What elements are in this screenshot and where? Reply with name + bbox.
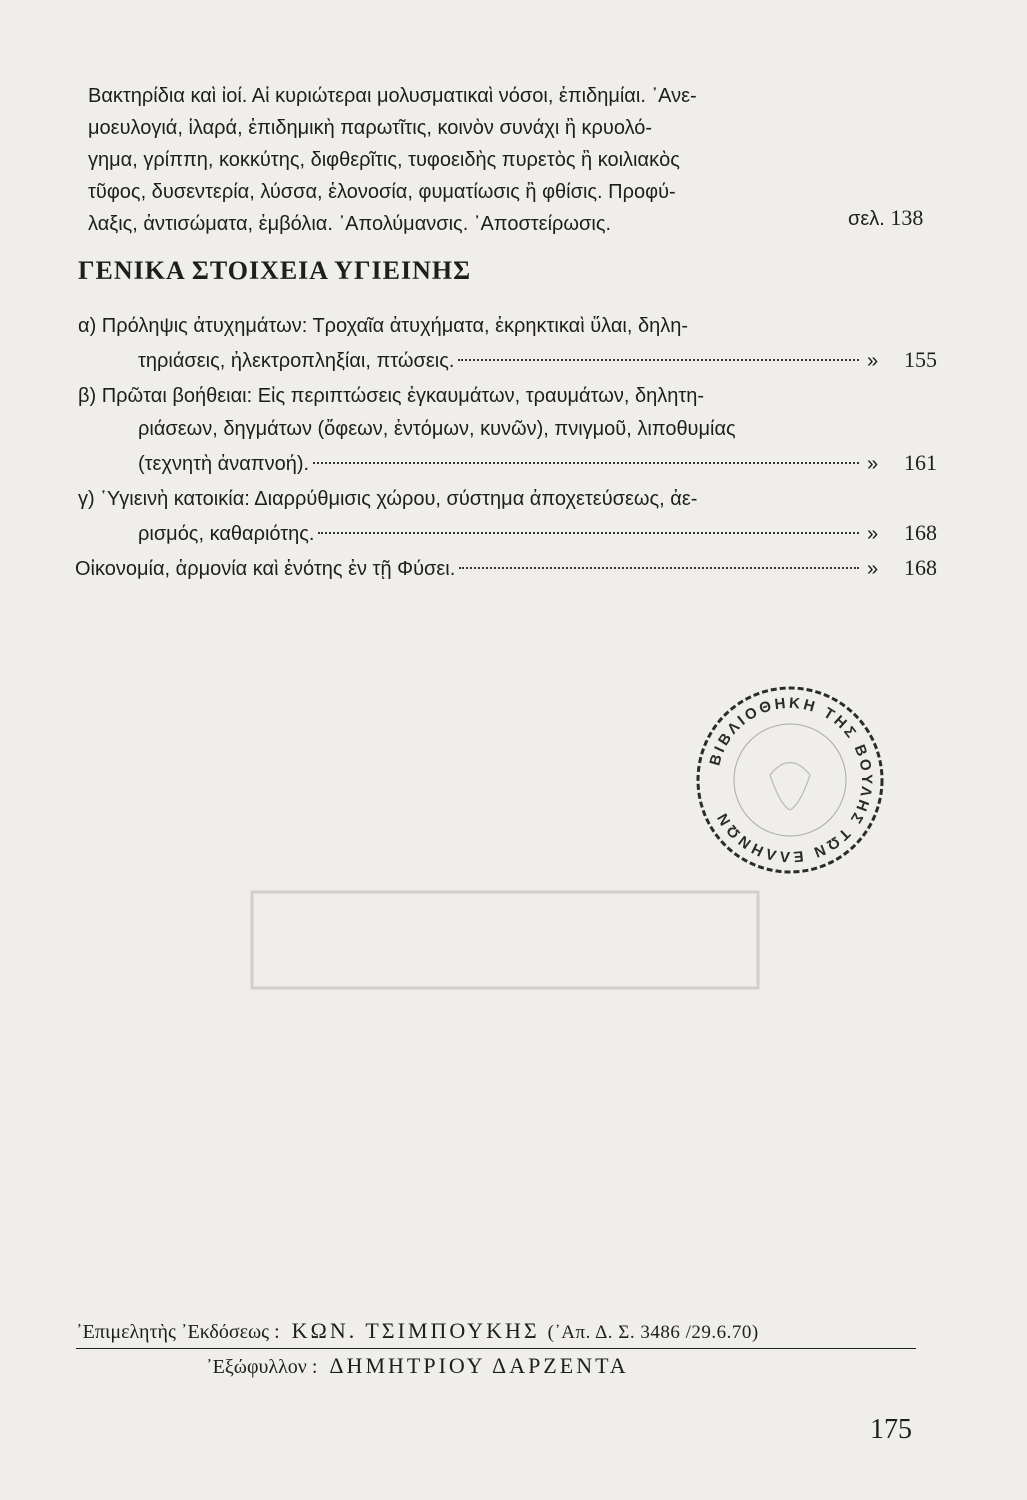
toc-page-number: 168 (904, 520, 937, 545)
table-of-contents (75, 310, 937, 586)
toc-page-number: 161 (904, 450, 937, 475)
toc-entry-text: Οἰκονομία, ἁρμονία καὶ ἑνότης ἐν τῇ Φύσει. (75, 558, 456, 580)
ditto-mark: » (867, 350, 879, 372)
page-ref-number: 138 (890, 205, 924, 230)
intro-paragraph (88, 80, 858, 240)
toc-entry-text: (τεχνητὴ ἀναπνοή). (138, 453, 310, 475)
library-stamp (690, 680, 890, 880)
toc-entry-text: ριάσεων, δηγμάτων (ὄφεων, ἐντόμων, κυνῶν), πνιγμοῦ, λιποθυμίας (138, 418, 736, 440)
intro-line: τῦφος, δυσεντερία, λύσσα, ἑλονοσία, φυματίωσις ἢ φθίσις. Προφύ- (88, 181, 676, 203)
dot-leader (313, 462, 859, 464)
toc-entry-last-line (75, 516, 937, 551)
toc-page-number: 168 (904, 555, 937, 580)
dot-leader (318, 532, 859, 534)
intro-line: μοευλογιά, ἱλαρά, ἐπιδημικὴ παρωτῖτις, κοινὸν συνάχι ἢ κρυολό- (88, 117, 653, 139)
page-number: 175 (870, 1414, 912, 1445)
editor-license: (᾿Απ. Δ. Σ. 3486 /29.6.70) (547, 1322, 759, 1343)
toc-page-number: 155 (904, 347, 937, 372)
dot-leader (459, 567, 859, 569)
dot-leader (458, 359, 859, 361)
stamp-text: ΒΙΒΛΙΟΘΗΚΗ ΤΗΣ ΒΟΥΛΗΣ ΤΩΝ ΕΛΛΗΝΩΝ (706, 694, 876, 866)
intro-line: Βακτηρίδια καὶ ἰοί. Αἱ κυριώτεραι μολυσματικαὶ νόσοι, ἐπιδημίαι. ᾿Ανε- (88, 85, 697, 107)
toc-entry (75, 483, 937, 551)
intro-line: λαξις, ἀντισώματα, ἐμβόλια. ᾿Απολύμανσις. ᾿Αποστείρωσις. (88, 213, 612, 235)
cover-credit (76, 1353, 916, 1379)
editor-credit (76, 1318, 916, 1349)
ditto-mark: » (867, 558, 879, 580)
toc-entry-last-line (75, 446, 937, 481)
toc-entry (75, 551, 937, 586)
cover-label: ᾿Εξώφυλλον : (206, 1356, 318, 1378)
toc-entry-last-line (75, 551, 937, 586)
ditto-mark: » (867, 523, 879, 545)
toc-entry-text: β) Πρῶται βοήθειαι: Εἰς περιπτώσεις ἐγκαυμάτων, τραυμάτων, δηλητη- (78, 385, 705, 407)
credits (76, 1318, 916, 1379)
cover-name: ΔΗΜΗΤΡΙΟΥ ΔΑΡΖΕΝΤΑ (329, 1353, 629, 1378)
editor-name: ΚΩΝ. ΤΣΙΜΠΟΥΚΗΣ (291, 1318, 540, 1343)
toc-entry-last-line (75, 343, 937, 378)
page-prefix: σελ. (848, 208, 885, 230)
toc-entry-text: α) Πρόληψις ἀτυχημάτων: Τροχαῖα ἀτυχήματα, ἐκρηκτικαὶ ὕλαι, δηλη- (78, 315, 688, 337)
intro-page-ref (848, 205, 938, 231)
toc-entry-text: ρισμός, καθαριότης. (138, 523, 315, 545)
svg-text:ΒΙΒΛΙΟΘΗΚΗ ΤΗΣ ΒΟΥΛΗΣ ΤΩΝ ΕΛΛΗ (706, 695, 875, 866)
show-through-block (250, 890, 760, 990)
toc-entry (75, 380, 937, 481)
ditto-mark: » (867, 453, 879, 475)
editor-label: ᾿Επιμελητὴς ᾿Εκδόσεως : (76, 1321, 280, 1343)
intro-line: γημα, γρίππη, κοκκύτης, διφθερῖτις, τυφοειδὴς πυρετὸς ἢ κοιλιακὸς (88, 149, 680, 171)
toc-entry-text: τηριάσεις, ἠλεκτροπληξίαι, πτώσεις. (138, 350, 455, 372)
toc-entry-text: γ) ῾Υγιεινὴ κατοικία: Διαρρύθμισις χώρου, σύστημα ἀποχετεύσεως, ἀε- (78, 488, 698, 510)
toc-entry (75, 310, 937, 378)
section-heading: ΓΕΝΙΚΑ ΣΤΟΙΧΕΙΑ ΥΓΙΕΙΝΗΣ (78, 256, 472, 285)
